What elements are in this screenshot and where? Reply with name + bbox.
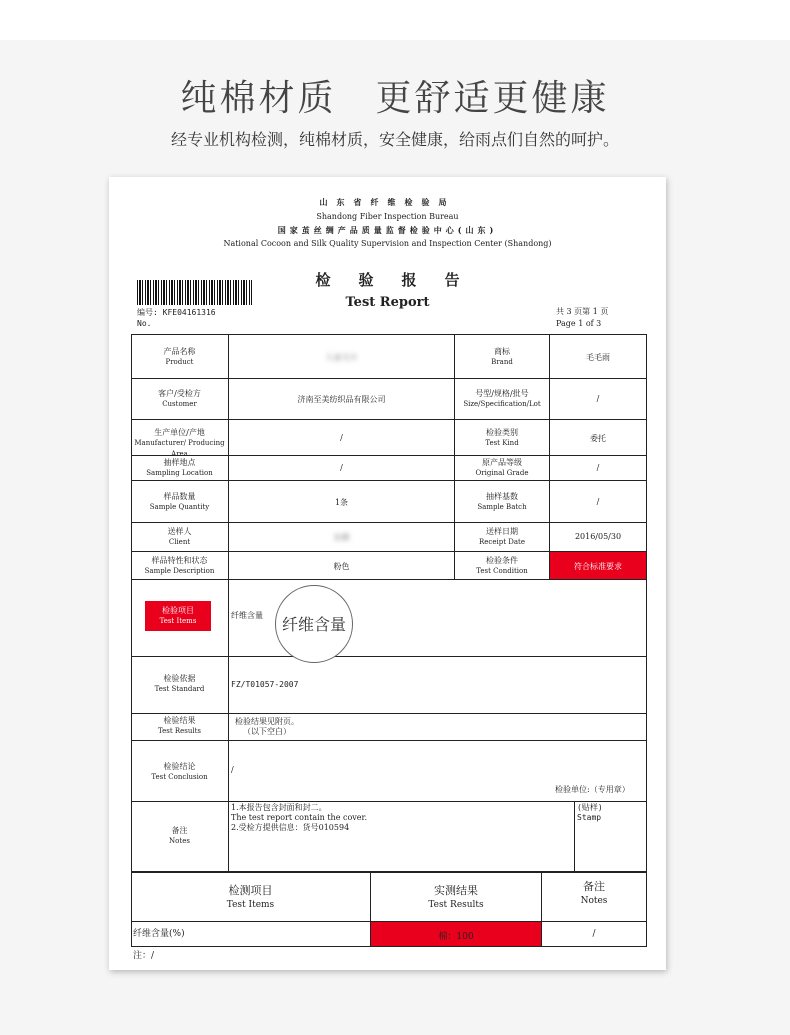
info-row-value: 1条 — [334, 497, 349, 507]
info-row-value: 张鹏 — [333, 533, 350, 542]
page-info-en: Page 1 of 3 — [556, 319, 602, 328]
summary-result: 棉：100 — [438, 932, 474, 942]
org-name-cn: 山东省纤维检验局 — [319, 197, 456, 207]
org-name-en: Shandong Fiber Inspection Bureau — [316, 212, 459, 221]
test-report-paper — [109, 177, 666, 970]
info-row-value: 济南至美纺织品有限公司 — [297, 395, 386, 404]
test-standard-label: 检验依据 Test Standard — [154, 674, 205, 693]
info-row-value-right: 2016/05/30 — [574, 532, 622, 541]
test-results-label: 检验结果 Test Results — [157, 716, 202, 735]
info-row-label-right: 抽样基数 Sample Batch — [477, 491, 527, 511]
test-items-value: 纤维含量 — [231, 611, 263, 620]
test-standard-value: FZ/T01057-2007 — [231, 680, 299, 689]
info-row-label-right: 原产品等级 Original Grade — [475, 458, 529, 477]
summary-item: 纤维含量(%) — [133, 929, 185, 939]
info-row-label-right: 送样日期 Receipt Date — [479, 527, 525, 546]
report-number-cn: 编号: KFE04161316 — [137, 308, 216, 317]
info-row-label-right: 检验类别 Test Kind — [485, 427, 519, 447]
summary-note: / — [592, 929, 596, 939]
info-row-label: 产品名称 Product — [163, 346, 196, 366]
info-row-value-right: / — [596, 394, 600, 403]
info-row-value: / — [340, 463, 343, 472]
info-row-value-right: / — [596, 463, 600, 472]
info-row-value-right: 毛毛雨 — [586, 352, 610, 362]
info-row-label-right: 号型/规格/批号 Size/Specification/Lot — [463, 389, 541, 408]
magnifier-lens: 纤维含量 — [275, 585, 353, 663]
subline: 经专业机构检测，纯棉材质，安全健康，给雨点们自然的呵护。 — [170, 130, 619, 149]
info-row-label: 生产单位/产地 Manufacturer/ Producing Area — [134, 427, 225, 458]
page-info-cn: 共 3 页第 1 页 — [556, 307, 609, 316]
info-row-label-right: 检验条件 Test Condition — [476, 555, 528, 575]
headline: 纯棉材质 更舒适更健康 — [180, 78, 610, 119]
report-number-en: No. — [137, 319, 152, 328]
info-row-label: 样品特性和状态 Sample Description — [144, 555, 215, 575]
notes-label: 备注 Notes — [169, 826, 190, 845]
test-conclusion-label: 检验结论 Test Conclusion — [151, 762, 208, 781]
summary-footnote: 注：/ — [133, 951, 155, 961]
info-row-label: 抽样地点 Sampling Location — [146, 458, 213, 477]
test-items-label: 检验项目 Test Items — [159, 606, 197, 625]
test-condition-value: 符合标准要求 — [574, 562, 622, 571]
info-row-label: 客户/受检方 Customer — [158, 389, 201, 408]
top-band — [0, 0, 790, 40]
info-row-label: 样品数量 Sample Quantity — [149, 491, 210, 511]
test-results-value: 检验结果见附页。 （以下空白） — [235, 717, 299, 736]
info-row-value-right: 委托 — [590, 433, 606, 443]
seal-label: 检验单位:（专用章） — [555, 785, 630, 794]
report-title-cn: 检验报告 — [315, 271, 488, 289]
page-info — [556, 306, 608, 330]
report-title-en: Test Report — [345, 295, 430, 310]
center-name-cn: 国家茧丝绸产品质量监督检验中心(山东) — [277, 225, 498, 235]
stamp-area: (贴样) Stamp — [577, 803, 603, 822]
info-row-value-right: / — [596, 496, 600, 506]
info-row-value: 儿童毛巾 — [325, 352, 358, 362]
summary-header-notes: 备注 Notes — [580, 880, 608, 906]
center-name-en: National Cocoon and Silk Quality Supervision and Inspection Center (Shandong) — [223, 239, 552, 248]
info-row-value: 粉色 — [333, 561, 350, 571]
summary-header-items: 检测项目 Test Items — [226, 884, 275, 910]
test-conclusion-value: / — [231, 765, 234, 774]
summary-header-results: 实测结果 Test Results — [428, 884, 484, 910]
info-row-value: / — [340, 432, 343, 442]
notes-value: 1.本报告包含封面和封二。 The test report contain the cover. 2.受检方提供信息：货号010594 — [231, 803, 368, 832]
info-row-label: 送样人 Client — [167, 527, 192, 546]
info-row-label-right: 商标 Brand — [491, 346, 513, 366]
report-number — [137, 307, 216, 329]
